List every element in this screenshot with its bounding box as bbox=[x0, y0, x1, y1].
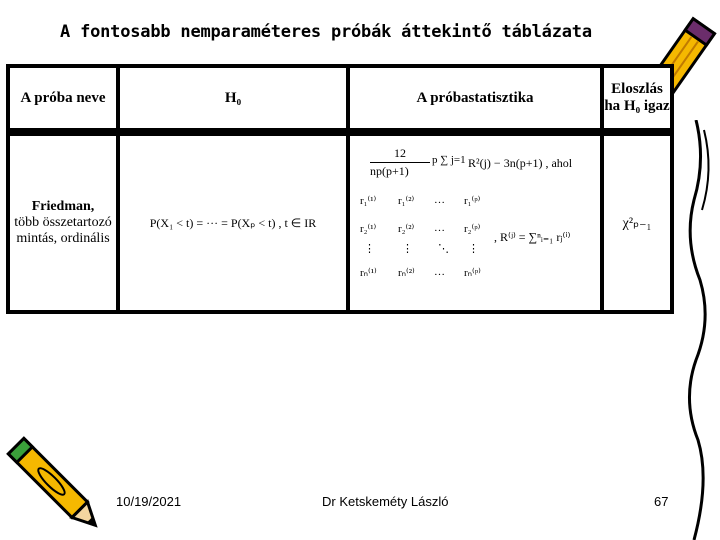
row-statistic bbox=[350, 136, 600, 310]
row-h0 bbox=[120, 136, 346, 310]
header-statistic bbox=[350, 68, 600, 128]
header-dist bbox=[604, 68, 670, 128]
matrix-r3c4: ⋮ bbox=[468, 243, 479, 255]
stat-rest: R²(j) − 3n(p+1) , ahol bbox=[468, 156, 573, 170]
test-desc: több összetartozó mintás, ordinális bbox=[14, 215, 112, 246]
matrix-r1c3: … bbox=[434, 194, 445, 206]
matrix-r1c1: r₁⁽¹⁾ bbox=[360, 195, 377, 207]
row-dist bbox=[604, 136, 670, 310]
footer-date: 10/19/2021 bbox=[116, 494, 182, 509]
stat-sum: p ∑ j=1 bbox=[432, 154, 466, 166]
header-h0 bbox=[120, 68, 346, 128]
slide-title: A fontosabb nemparaméteres próbák áttekintő táblázata bbox=[60, 22, 592, 42]
header-name-text: A próba neve bbox=[20, 89, 106, 106]
header-statistic-text: A próbastatisztika bbox=[416, 89, 534, 106]
footer-page-number: 67 bbox=[654, 494, 669, 509]
header-dist-text: Eloszlás ha H₀ igaz bbox=[604, 81, 670, 114]
matrix-r4c2: rₙ⁽²⁾ bbox=[398, 267, 415, 279]
h0-formula: P(X₁ < t) = ··· = P(Xₚ < t) , t ∈ IR bbox=[149, 215, 317, 230]
stat-fraction-num: 12 bbox=[394, 146, 406, 160]
matrix-r4c1: rₙ⁽¹⁾ bbox=[360, 267, 377, 279]
matrix-r3c1: ⋮ bbox=[364, 243, 375, 255]
matrix-r3c3: ⋱ bbox=[438, 243, 449, 255]
matrix-r1c2: r₁⁽²⁾ bbox=[398, 195, 415, 207]
matrix-r3c2: ⋮ bbox=[402, 243, 413, 255]
matrix-r2c2: r₂⁽²⁾ bbox=[398, 223, 415, 235]
row-name bbox=[10, 136, 116, 310]
summary-table bbox=[6, 64, 674, 314]
matrix-r4c3: … bbox=[434, 266, 445, 278]
footer-author: Dr Ketskeméty László bbox=[322, 494, 449, 509]
dist-formula: χ²ₚ₋₁ bbox=[622, 215, 652, 231]
r-definition: , R⁽ʲ⁾ = ∑ⁿᵢ₌₁ rⱼ⁽ⁱ⁾ bbox=[494, 230, 571, 244]
matrix-r1c4: r₁⁽ᵖ⁾ bbox=[464, 195, 481, 207]
matrix-r2c1: r₂⁽¹⁾ bbox=[360, 223, 377, 235]
test-name: Friedman, bbox=[31, 199, 95, 214]
stat-fraction-den: np(p+1) bbox=[370, 164, 409, 178]
matrix-r2c4: r₂⁽ᵖ⁾ bbox=[464, 223, 481, 235]
header-name bbox=[10, 68, 116, 128]
matrix-r4c4: rₙ⁽ᵖ⁾ bbox=[464, 267, 481, 279]
fraction-bar bbox=[370, 162, 430, 163]
border-decoration bbox=[676, 120, 720, 540]
header-h0-text: H₀ bbox=[224, 89, 242, 106]
pencil-icon bbox=[0, 430, 110, 540]
matrix-r2c3: … bbox=[434, 222, 445, 234]
